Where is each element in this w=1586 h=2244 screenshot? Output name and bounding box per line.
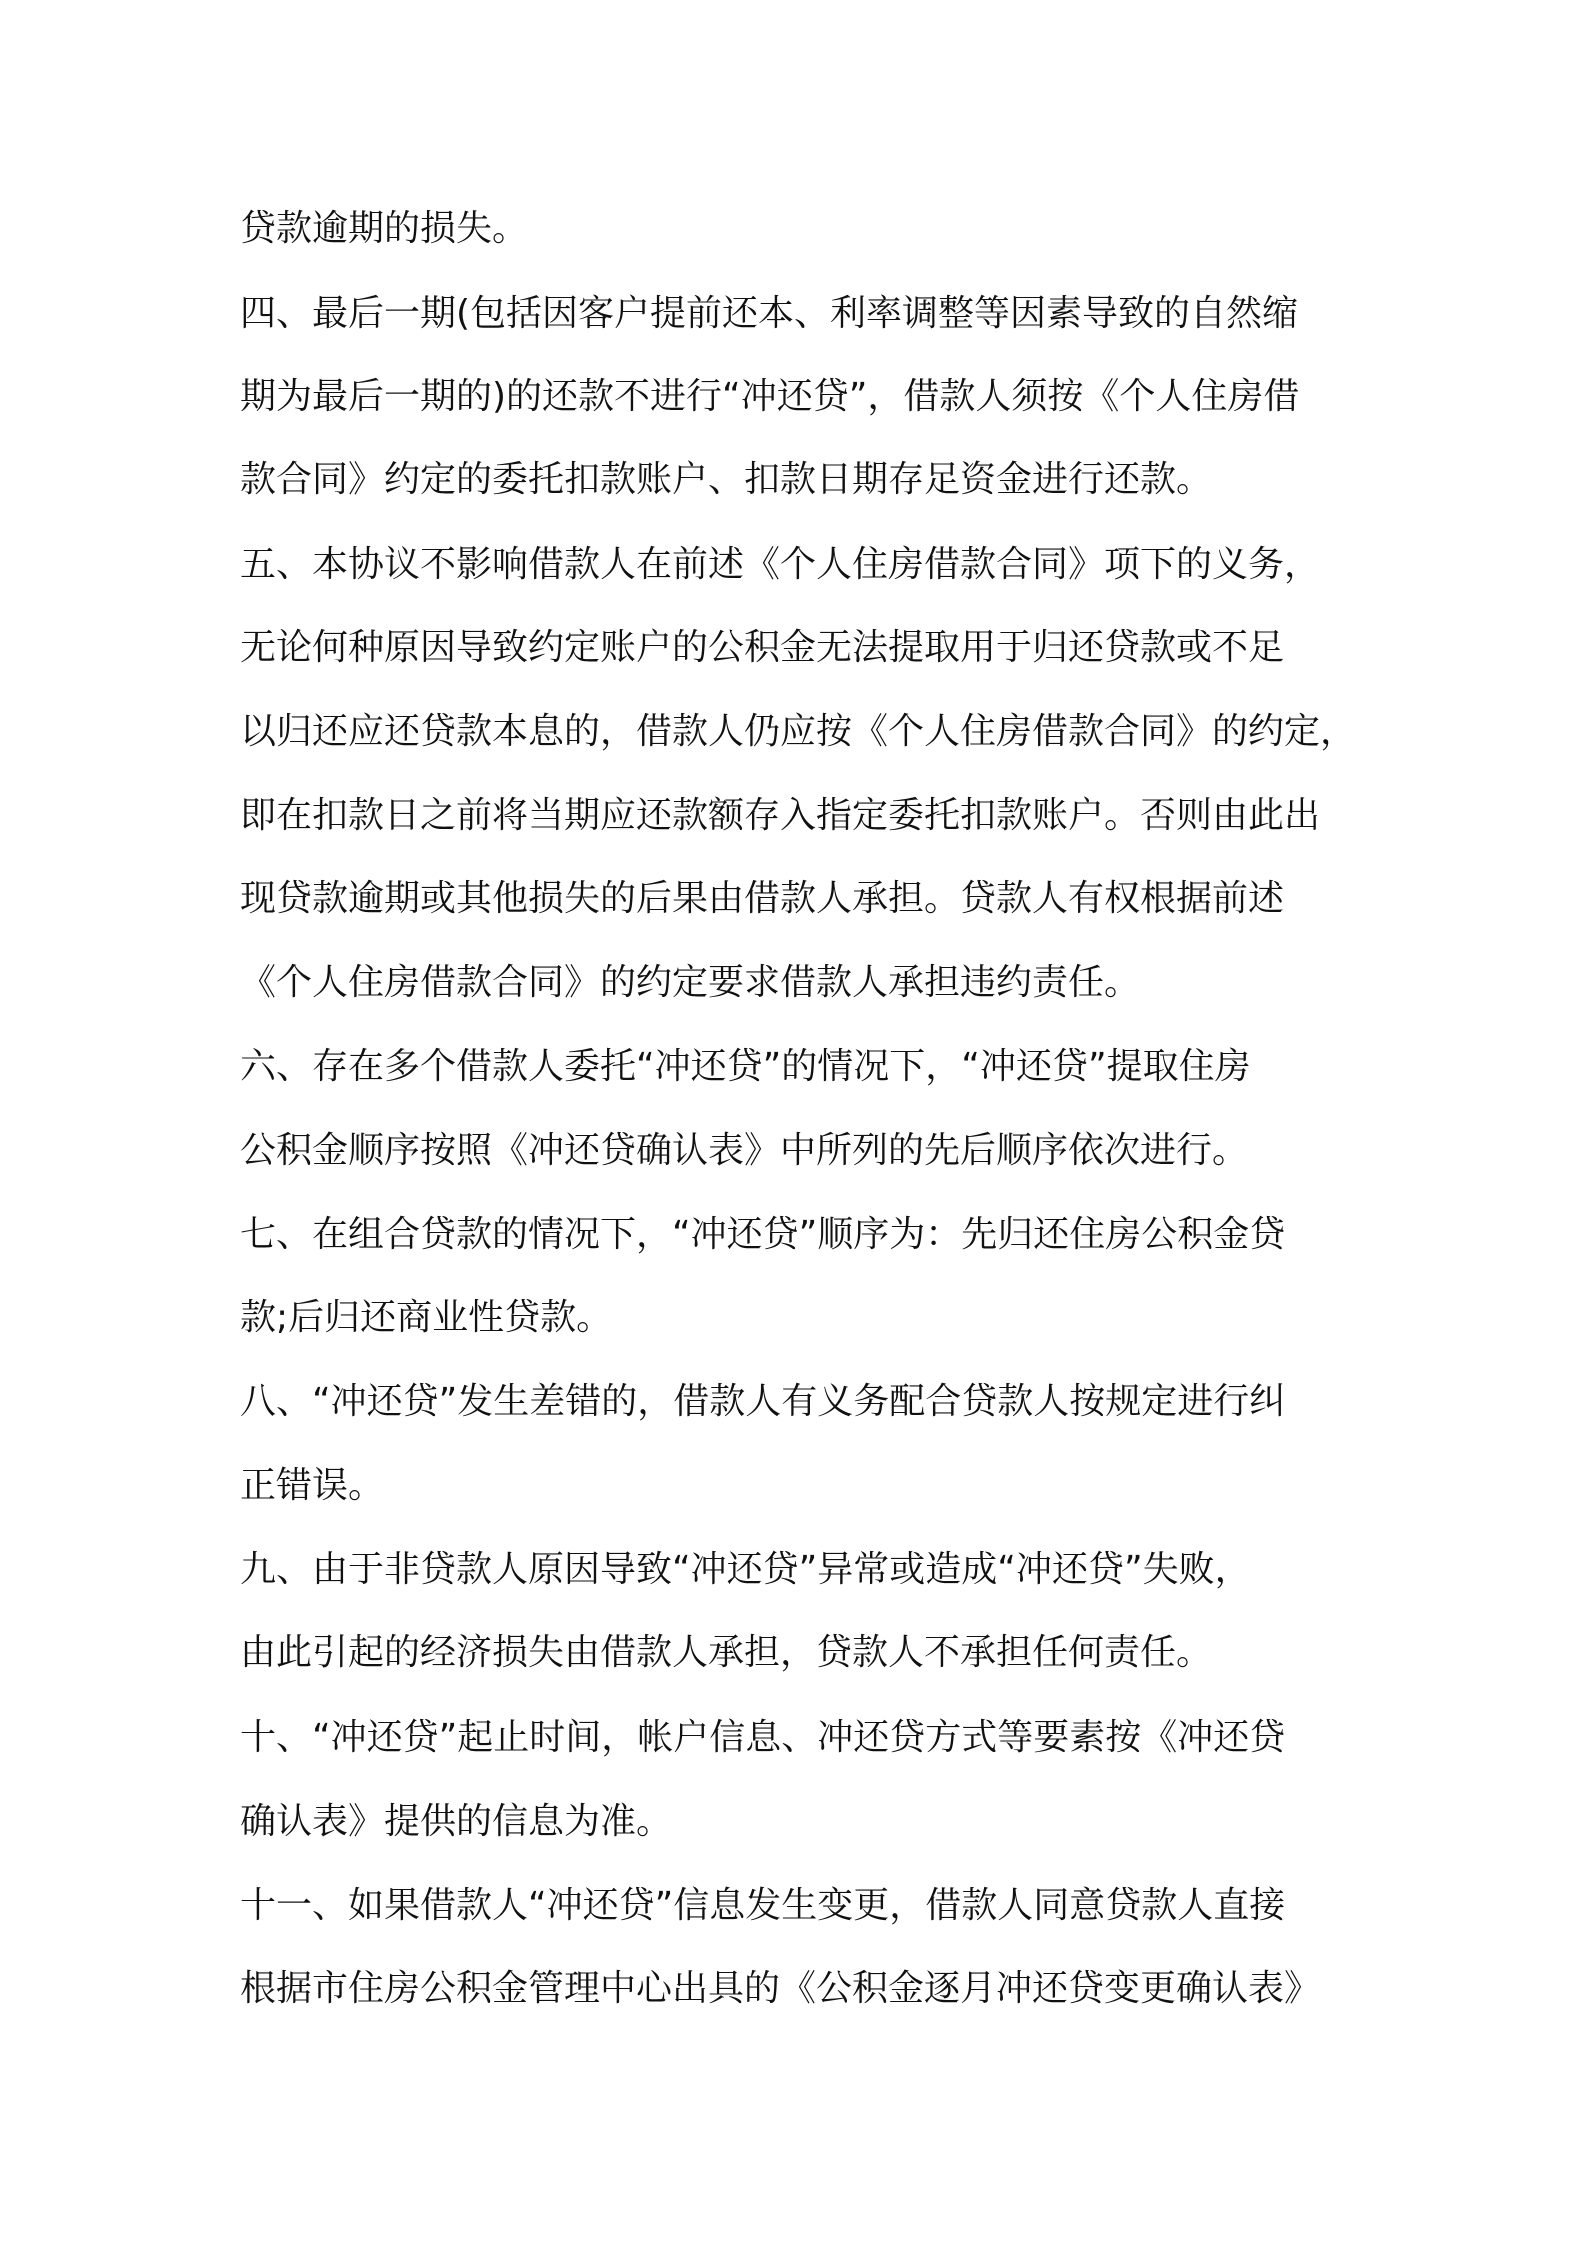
text-line: 款;后归还商业性贷款。 — [240, 1297, 613, 1338]
text-line: 六、存在多个借款人委托“冲还贷”的情况下，“冲还贷”提取住房 — [240, 1046, 1251, 1087]
text-line: 十、“冲还贷”起止时间，帐户信息、冲还贷方式等要素按《冲还贷 — [240, 1717, 1286, 1758]
text-line: 无论何种原因导致约定账户的公积金无法提取用于归还贷款或不足 — [240, 627, 1285, 668]
text-line: 公积金顺序按照《冲还贷确认表》中所列的先后顺序依次进行。 — [240, 1130, 1249, 1171]
text-line: 十一、如果借款人“冲还贷”信息发生变更，借款人同意贷款人直接 — [240, 1885, 1286, 1926]
text-line: 《个人住房借款合同》的约定要求借款人承担违约责任。 — [240, 962, 1141, 1003]
text-line: 由此引起的经济损失由借款人承担，贷款人不承担任何责任。 — [240, 1632, 1213, 1673]
text-line: 期为最后一期的)的还款不进行“冲还贷”，借款人须按《个人住房借 — [240, 376, 1300, 417]
text-line: 确认表》提供的信息为准。 — [240, 1801, 673, 1842]
text-line: 四、最后一期(包括因客户提前还本、利率调整等因素导致的自然缩 — [240, 293, 1299, 334]
text-line: 九、由于非贷款人原因导致“冲还贷”异常或造成“冲还贷”失败， — [240, 1549, 1251, 1590]
text-line: 现贷款逾期或其他损失的后果由借款人承担。贷款人有权根据前述 — [240, 878, 1285, 919]
text-line: 七、在组合贷款的情况下，“冲还贷”顺序为：先归还住房公积金贷 — [240, 1214, 1286, 1255]
text-line: 款合同》约定的委托扣款账户、扣款日期存足资金进行还款。 — [240, 459, 1213, 500]
text-line: 八、“冲还贷”发生差错的，借款人有义务配合贷款人按规定进行纠 — [240, 1381, 1286, 1422]
text-line: 以归还应还贷款本息的，借款人仍应按《个人住房借款合同》的约定， — [240, 711, 1357, 752]
text-line: 贷款逾期的损失。 — [240, 208, 529, 249]
text-line: 根据市住房公积金管理中心出具的《公积金逐月冲还贷变更确认表》 — [240, 1968, 1321, 2009]
text-line: 正错误。 — [240, 1465, 385, 1506]
text-line: 即在扣款日之前将当期应还款额存入指定委托扣款账户。否则由此出 — [240, 795, 1321, 836]
text-line: 五、本协议不影响借款人在前述《个人住房借款合同》项下的义务， — [240, 544, 1321, 585]
